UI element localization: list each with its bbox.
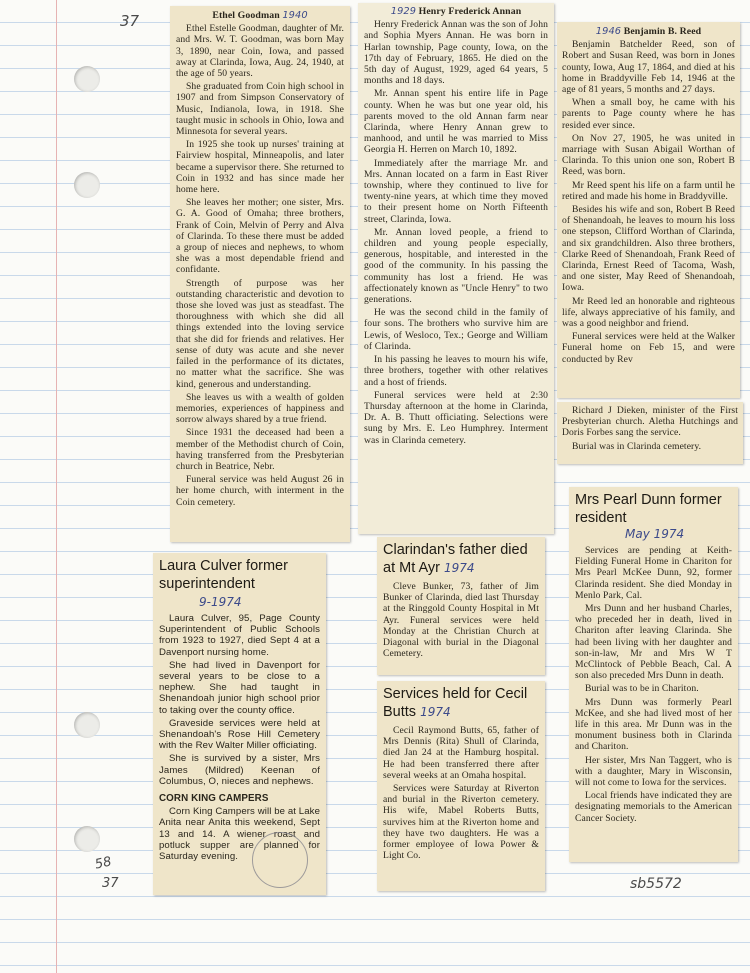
- article-paragraph: Funeral services were held at 2:30 Thursday afternoon at the home in Clarinda, Dr. A. B. Thutt officiating. Selections were sung by Mrs. E. Leo Humphrey. Interment was in Clarinda cemetery.: [364, 389, 548, 446]
- clipping-annan: [358, 3, 554, 534]
- obituary-body: [562, 39, 735, 365]
- obituary-body-continued: [562, 405, 738, 452]
- obituary-title: Henry Frederick Annan: [418, 6, 522, 17]
- catalog-number-annotation: sb5572: [630, 876, 682, 892]
- clipping-goodman: [170, 6, 350, 542]
- article-paragraph: Mr. Annan spent his entire life in Page county. When he was but one year old, his parents moved to the old Annan farm near Clarinda, where Henry Annan grew to manhood, and until he was married to Miss Georgia H. Herren on March 10, 1892.: [364, 88, 548, 156]
- obituary-title: Ethel Goodman: [212, 10, 280, 21]
- article-paragraph: She had lived in Davenport for several years to be close to a nephew. She had taught in Shenandoah junior high school prior to taking over the county office.: [159, 659, 320, 716]
- clipping-reed-continued: [557, 402, 743, 464]
- article-paragraph: Ethel Estelle Goodman, daughter of Mr. and Mrs. W. T. Goodman, was born May 3, 1890, near Coin, Iowa, and passed away at Clarinda, Iowa, Aug. 24, 1940, at the age of 50 years.: [176, 23, 344, 80]
- headline: Clarindan's father died at Mt Ayr: [383, 542, 528, 576]
- clipping-dunn: [569, 487, 738, 862]
- subheadline: CORN KING CAMPERS: [159, 793, 269, 805]
- clipping-reed: [557, 22, 740, 398]
- article-paragraph: Mr. Annan loved people, a friend to children and young people especially, generous, hospitable, and interested in the good of the community. In his passing the community has lost a friend. He was affectionately known as "Uncle Henry" to two generations.: [364, 226, 548, 306]
- handwritten-year: 1974: [420, 705, 451, 719]
- article-body: [383, 725, 539, 861]
- article-paragraph: Funeral service was held August 26 in her home church, with interment in the Coin cemetery.: [176, 474, 344, 508]
- handwritten-year: 1946: [595, 26, 622, 37]
- binder-hole: [74, 826, 100, 852]
- article-paragraph: Laura Culver, 95, Page County Superintendent of Public Schools from 1923 to 1927, died Sept 4 at a Davenport nursing home.: [159, 613, 320, 658]
- handwritten-date: 9-1974: [199, 595, 242, 609]
- article-paragraph: She graduated from Coin high school in 1907 and from Simpson Conservatory of Music, Indianola, Iowa, in 1918. She taught music in schools in Ohio, Iowa and Minnesota for several years.: [176, 81, 344, 138]
- article-body: [383, 581, 539, 659]
- clipping-butts: [377, 681, 545, 891]
- article-paragraph: Services were Saturday at Riverton and burial in the Riverton cemetery. His wife, Mabel Roberts Butts, survives him at the Riverton home and they have two daughters. He was a former employee of Iowa Power & Light Co.: [383, 783, 539, 862]
- stamp-mark-annotation: 58: [93, 854, 113, 873]
- article-paragraph: Richard J Dieken, minister of the First Presbyterian church. Aletha Hutchings and Doris Forbes sang the service.: [562, 405, 738, 439]
- headline: Services held for Cecil Butts: [383, 686, 528, 720]
- article-paragraph: Local friends have indicated they are designating memorials to the American Cancer Society.: [575, 790, 732, 824]
- page-number-annotation-bottom: 37: [102, 876, 119, 891]
- handwritten-year: 1929: [390, 6, 417, 17]
- article-paragraph: Strength of purpose was her outstanding characteristic and devotion to those she loved was just as steadfast. The thoroughness with which she did all things extended into the loving service that she did for friends and relatives. Her sense of duty was acute and she never failed in the performance of its dictates, no matter what the sacrifice. She was kind, generous and understanding.: [176, 277, 344, 390]
- article-paragraph: She is survived by a sister, Mrs James (Mildred) Keenan of Columbus, O, nieces and nephews.: [159, 753, 320, 787]
- postmark-stamp: [252, 832, 308, 888]
- article-paragraph: Mrs Dunn and her husband Charles, who preceded her in death, lived in Chariton after leaving Clarinda. She had been living with her daughter and son-in-law, Mr and Mrs W T McClintock of Pebble Beach, Cal. A son also preceded Mrs Dunn in death.: [575, 603, 732, 682]
- article-paragraph: Mr Reed led an honorable and righteous life, always appreciative of his family, and was a good neighbor and friend.: [562, 295, 735, 330]
- article-paragraph: Henry Frederick Annan was the son of John and Sophia Myers Annan. He was born in Harlan township, Page county, Iowa, on the 17th day of February, 1865. He died on the 5th day of August, 1929, aged 64 years, 5 months and 18 days.: [364, 19, 548, 87]
- article-paragraph: Besides his wife and son, Robert B Reed of Shenandoah, he leaves to mourn his loss one stepson, Clifford Worthan of Clarinda, and six grandchildren. Also three brothers, Clarke Reed of Shenandoah, Frank Reed of Clarinda, Ernest Reed of Tacoma, Wash, and one sister, May Reed of Shenandoah, Iowa.: [562, 204, 735, 294]
- article-paragraph: Since 1931 the deceased had been a member of the Methodist church of Coin, having transferred from the Presbyterian church in Beatrice, Nebr.: [176, 427, 344, 472]
- article-paragraph: Corn King Campers will be at Lake Anita near Anita this weekend, Sept 13 and 14. A wiener roast and potluck supper are planned for Saturday evening.: [159, 806, 321, 863]
- binder-hole: [74, 712, 100, 738]
- article-paragraph: Burial was to be in Chariton.: [585, 683, 699, 695]
- obituary-body: [364, 19, 548, 446]
- article-body: [159, 613, 320, 787]
- article-paragraph: Cleve Bunker, 73, father of Jim Bunker of Clarinda, died last Thursday at the Ringgold County Hospital in Mt Ayr. Funeral services were held Monday at the Christian Church at Diagonal with burial in the Diagonal Cemetery.: [383, 581, 539, 660]
- binder-hole: [74, 66, 100, 92]
- article-paragraph: On Nov 27, 1905, he was united in marriage with Susan Abigail Worthan of Clarinda. To this union one son, Robert B Reed, was born.: [562, 132, 735, 178]
- article-paragraph: Benjamin Batchelder Reed, son of Robert and Susan Reed, was born in Jones county, Iowa, Aug 17, 1864, and died at his home in Braddyville Feb 14, 1946 at the age of 81 years, 5 months and 27 days.: [562, 39, 735, 96]
- article-paragraph: Burial was in Clarinda cemetery.: [572, 440, 702, 452]
- article-paragraph: When a small boy, he came with his parents to Page county where he has resided ever since.: [562, 97, 735, 131]
- article-paragraph: Mrs Dunn was formerly Pearl McKee, and she had lived most of her life in this area. Mr Dunn was in the monument business both in Clarinda and Chariton.: [575, 696, 732, 753]
- article-paragraph: Graveside services were held at Shenandoah's Rose Hill Cemetery with the Rev Walter Miller officiating.: [159, 717, 320, 752]
- article-paragraph: Immediately after the marriage Mr. and Mrs. Annan located on a farm in East River township, where they continued to live for twenty-nine years, at which time they moved to their present home on North Fifteenth street, Clarinda, Iowa.: [364, 157, 548, 225]
- article-paragraph: He was the second child in the family of four sons. The brothers who survive him are Lewis, of Wesloco, Tex.; George and William of Clarinda.: [364, 307, 548, 352]
- obituary-body: [176, 23, 344, 508]
- handwritten-date: May 1974: [625, 527, 685, 541]
- article-paragraph: Funeral services were held at the Walker Funeral home on Feb 15, and were conducted by Rev: [562, 331, 735, 365]
- obituary-title: Benjamin B. Reed: [623, 26, 702, 37]
- article-paragraph: She leaves her mother; one sister, Mrs. G. A. Good of Omaha; three brothers, Frank of Coin, Melvin of Perry and Alva of Clarinda. To these there must be added a group of nieces and nephews, to whom she was a most dependable friend and confidante.: [176, 197, 344, 276]
- handwritten-year: 1940: [282, 10, 308, 21]
- clipping-bunker: [377, 537, 545, 675]
- article-body: [575, 545, 732, 824]
- article-paragraph: Mr Reed spent his life on a farm until he retired and made his home in Braddyville.: [562, 179, 735, 202]
- article-paragraph: Services are pending at Keith-Fielding Funeral Home in Chariton for Mrs Pearl McKee Dunn, 92, former Clarinda resident. She died Monday in Menlo Park, Cal.: [575, 545, 732, 601]
- handwritten-year: 1974: [443, 561, 475, 575]
- article-paragraph: In 1925 she took up nurses' training at Fairview hospital, Minneapolis, and later became a supervisor there. She returned to Coin in 1932 and has since made her home here.: [176, 139, 344, 196]
- article-paragraph: Her sister, Mrs Nan Taggert, who is with a daughter, Mary in Wisconsin, will not come to Iowa for the services.: [575, 754, 732, 789]
- headline: Mrs Pearl Dunn former resident: [575, 492, 722, 526]
- headline: Laura Culver former superintendent: [159, 558, 288, 592]
- binder-hole: [74, 172, 100, 198]
- article-paragraph: In his passing he leaves to mourn his wife, three brothers, together with other relatives and a host of friends.: [364, 354, 548, 388]
- page-number-annotation: 37: [120, 12, 140, 30]
- article-paragraph: Cecil Raymond Butts, 65, father of Mrs Dennis (Rita) Shull of Clarinda, died Jan 24 at the Hamburg hospital. He had been transferred there after several weeks at an Omaha hospital.: [383, 725, 539, 781]
- article-paragraph: She leaves us with a wealth of golden memories, experiences of happiness and sorrow always shared by a true friend.: [176, 391, 344, 426]
